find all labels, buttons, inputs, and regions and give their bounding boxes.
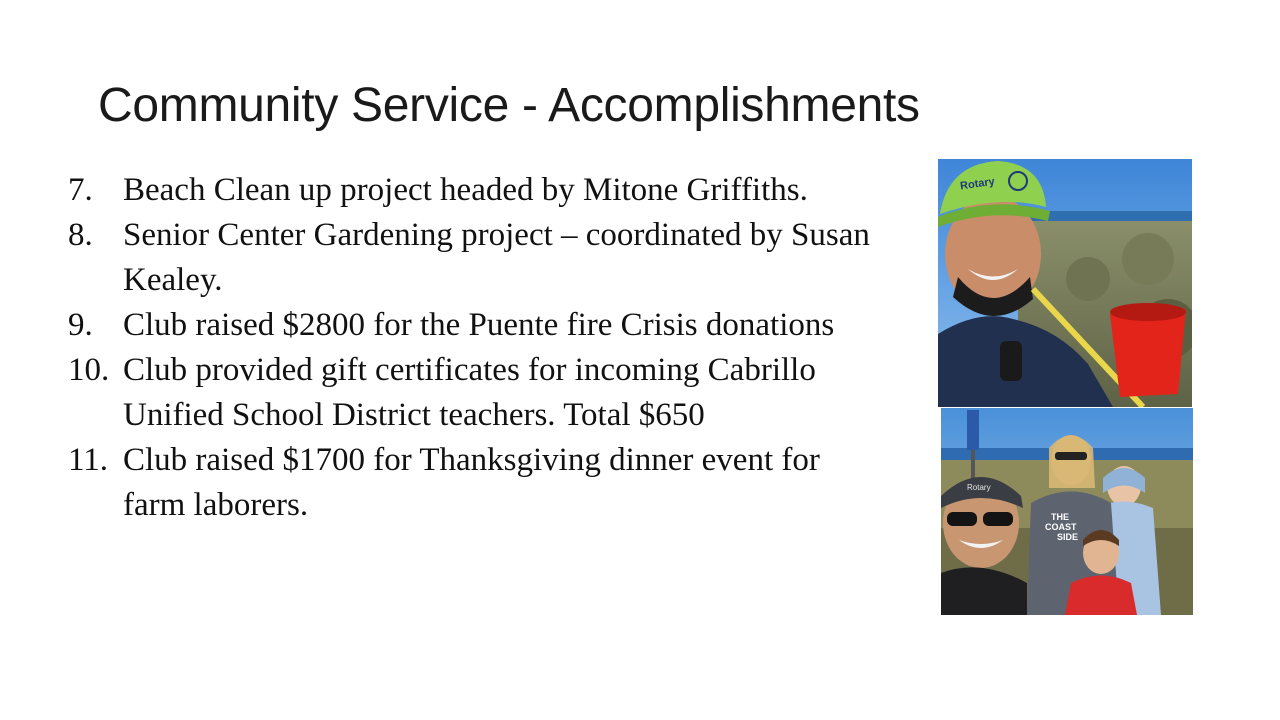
svg-text:SIDE: SIDE (1057, 532, 1079, 542)
item-text: Beach Clean up project headed by Mitone Griffiths. (123, 172, 808, 208)
beach-cleanup-illustration (938, 159, 1192, 407)
list-item (68, 438, 880, 528)
family-group-illustration (941, 408, 1193, 615)
item-text: Club provided gift certificates for incoming Cabrillo Unified School District teachers. Total $650 (123, 352, 816, 433)
svg-text:COAST: COAST (1045, 522, 1077, 532)
accomplishment-list (68, 168, 880, 528)
item-text: Senior Center Gardening project – coordinated by Susan Kealey. (123, 217, 870, 298)
item-number: 11. (68, 442, 109, 478)
slide-title: Community Service - Accomplishments (98, 79, 920, 132)
svg-text:Rotary: Rotary (959, 175, 996, 193)
list-item (68, 168, 880, 213)
item-text: Club raised $2800 for the Puente fire Crisis donations (123, 307, 835, 343)
item-text: Club raised $1700 for Thanksgiving dinner event for farm laborers. (123, 442, 820, 523)
svg-text:Rotary: Rotary (967, 483, 991, 492)
beach-cleanup-photo (938, 159, 1192, 407)
item-number: 10. (68, 352, 110, 388)
family-group-photo (941, 408, 1193, 615)
svg-text:THE: THE (1051, 512, 1069, 522)
item-number: 9. (68, 307, 93, 343)
list-item (68, 303, 880, 348)
item-number: 7. (68, 172, 93, 208)
list-item (68, 213, 880, 303)
item-number: 8. (68, 217, 93, 253)
list-item (68, 348, 880, 438)
